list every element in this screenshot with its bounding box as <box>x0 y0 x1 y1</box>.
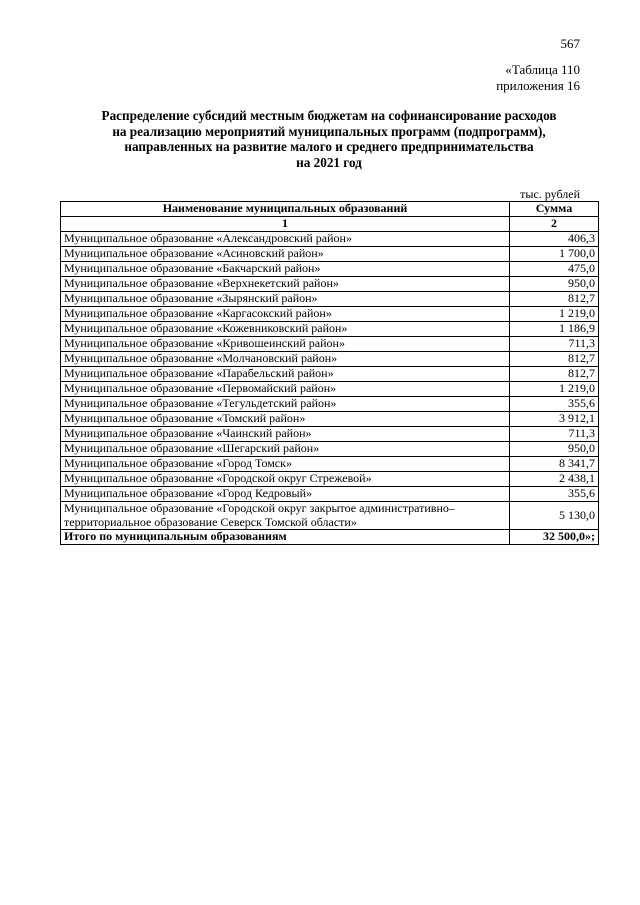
table-row <box>61 352 599 367</box>
municipality-name: Муниципальное образование «Зырянский район» <box>61 292 510 307</box>
subsidy-amount: 2 438,1 <box>510 472 599 487</box>
municipality-name: Муниципальное образование «Тегульдетский район» <box>61 397 510 412</box>
table-row <box>61 292 599 307</box>
units-label: тыс. рублей <box>520 187 580 201</box>
municipality-name: Муниципальное образование «Асиновский район» <box>61 247 510 262</box>
header-sum: Сумма <box>510 202 599 217</box>
subsidy-amount: 355,6 <box>510 397 599 412</box>
table-row <box>61 502 599 530</box>
total-label: Итого по муниципальным образованиям <box>61 530 510 545</box>
subsidy-amount: 812,7 <box>510 367 599 382</box>
table-row <box>61 472 599 487</box>
subsidy-amount: 950,0 <box>510 442 599 457</box>
subsidy-amount: 812,7 <box>510 352 599 367</box>
subsidy-amount: 711,3 <box>510 337 599 352</box>
table-body <box>61 202 599 545</box>
subsidy-table <box>60 201 599 545</box>
table-row <box>61 487 599 502</box>
municipality-name: Муниципальное образование «Верхнекетский район» <box>61 277 510 292</box>
municipality-name: Муниципальное образование «Молчановский район» <box>61 352 510 367</box>
header-row <box>61 202 599 217</box>
title-line-3: направленных на развитие малого и среднего предпринимательства <box>124 139 534 154</box>
subsidy-amount: 1 186,9 <box>510 322 599 337</box>
table-reference-line-2: приложения 16 <box>496 78 580 93</box>
table-row <box>61 442 599 457</box>
municipality-name: Муниципальное образование «Каргасокский район» <box>61 307 510 322</box>
subsidy-amount: 355,6 <box>510 487 599 502</box>
table-row <box>61 427 599 442</box>
title-line-4: на 2021 год <box>296 154 362 170</box>
title-line-2: на реализацию мероприятий муниципальных программ (подпрограмм), <box>112 123 546 139</box>
municipality-name: Муниципальное образование «Шегарский район» <box>61 442 510 457</box>
subsidy-amount: 711,3 <box>510 427 599 442</box>
subsidy-amount: 1 700,0 <box>510 247 599 262</box>
subsidy-amount: 3 912,1 <box>510 412 599 427</box>
table-row <box>61 232 599 247</box>
municipality-name: Муниципальное образование «Чаинский район» <box>61 427 510 442</box>
subsidy-amount: 1 219,0 <box>510 382 599 397</box>
table-reference <box>496 62 580 94</box>
subsidy-amount: 475,0 <box>510 262 599 277</box>
municipality-name: Муниципальное образование «Кожевниковский район» <box>61 322 510 337</box>
table-row <box>61 322 599 337</box>
municipality-name: Муниципальное образование «Первомайский район» <box>61 382 510 397</box>
header-name: Наименование муниципальных образований <box>61 202 510 217</box>
subsidy-amount: 950,0 <box>510 277 599 292</box>
municipality-name: Муниципальное образование «Бакчарский район» <box>61 262 510 277</box>
document-title <box>60 108 598 170</box>
table-row <box>61 457 599 472</box>
column-number-2: 2 <box>510 217 599 232</box>
table-row <box>61 277 599 292</box>
municipality-name: Муниципальное образование «Город Томск» <box>61 457 510 472</box>
table-reference-line-1: «Таблица 110 <box>505 62 580 77</box>
subsidy-amount: 8 341,7 <box>510 457 599 472</box>
municipality-name: Муниципальное образование «Томский район» <box>61 412 510 427</box>
page-number: 567 <box>560 36 580 51</box>
table-row <box>61 412 599 427</box>
municipality-name: Муниципальное образование «Парабельский район» <box>61 367 510 382</box>
municipality-name: Муниципальное образование «Город Кедровый» <box>61 487 510 502</box>
municipality-name: Муниципальное образование «Городской округ Стрежевой» <box>61 472 510 487</box>
total-amount: 32 500,0»; <box>510 530 599 545</box>
subsidy-amount: 406,3 <box>510 232 599 247</box>
column-number-row <box>61 217 599 232</box>
title-line-1: Распределение субсидий местным бюджетам на софинансирование расходов <box>101 108 557 123</box>
subsidy-amount: 1 219,0 <box>510 307 599 322</box>
municipality-name: Муниципальное образование «Александровский район» <box>61 232 510 247</box>
municipality-name: Муниципальное образование «Городской округ закрытое административно–территориальное образование Северск Томской области» <box>61 502 510 530</box>
table-row <box>61 307 599 322</box>
total-row <box>61 530 599 545</box>
column-number-1: 1 <box>61 217 510 232</box>
table-row <box>61 397 599 412</box>
subsidy-amount: 812,7 <box>510 292 599 307</box>
table-row <box>61 262 599 277</box>
municipality-name: Муниципальное образование «Кривошеинский район» <box>61 337 510 352</box>
table-row <box>61 367 599 382</box>
table-row <box>61 247 599 262</box>
subsidy-amount: 5 130,0 <box>510 502 599 530</box>
table-row <box>61 382 599 397</box>
table-row <box>61 337 599 352</box>
